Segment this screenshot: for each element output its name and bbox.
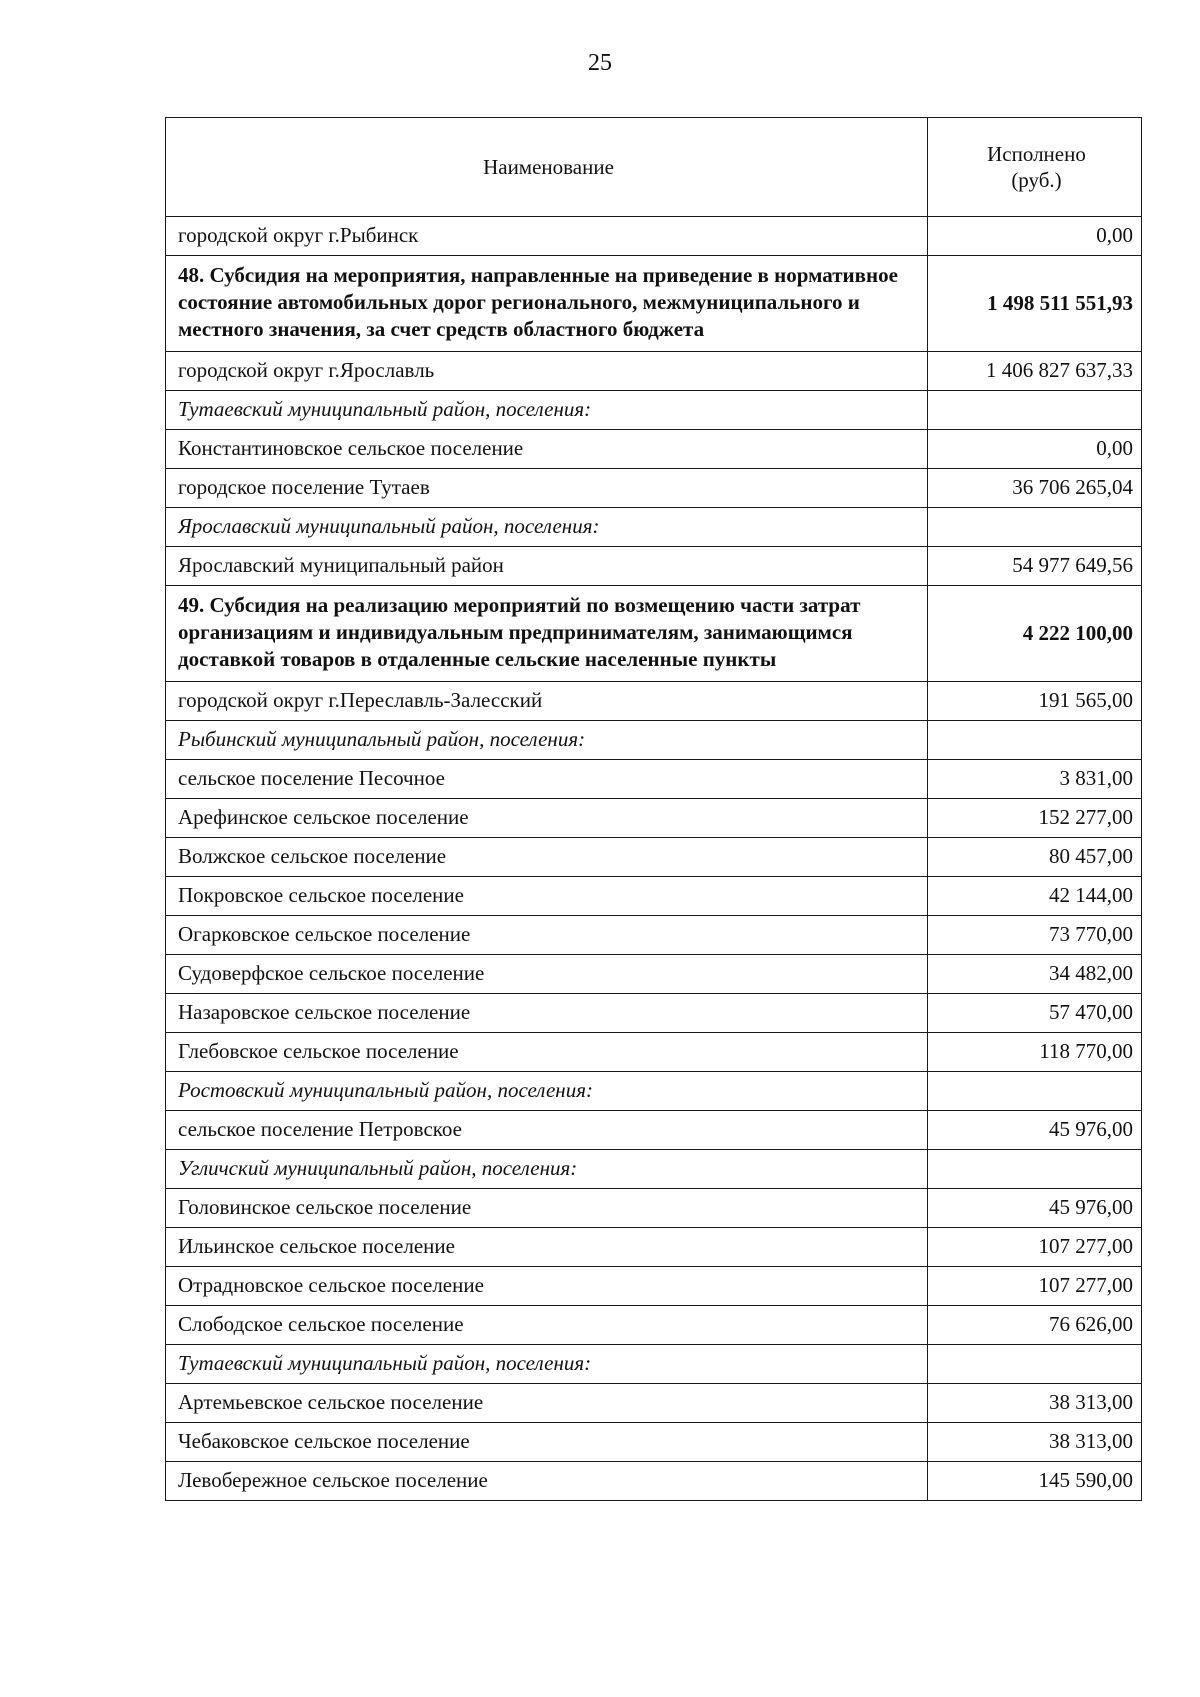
row-value-cell: 1 406 827 637,33	[928, 352, 1142, 391]
table-group-row	[166, 1345, 1142, 1384]
table-row	[166, 547, 1142, 586]
row-name-cell: Ярославский муниципальный район	[166, 547, 928, 586]
table-row	[166, 877, 1142, 916]
row-value-cell: 45 976,00	[928, 1189, 1142, 1228]
row-name-cell: городской округ г.Переславль-Залесский	[166, 682, 928, 721]
table-row	[166, 1423, 1142, 1462]
table-row	[166, 430, 1142, 469]
table-row	[166, 1228, 1142, 1267]
table-row	[166, 1033, 1142, 1072]
budget-table	[165, 117, 1142, 1501]
row-name-cell: Назаровское сельское поселение	[166, 994, 928, 1033]
row-value-cell: 38 313,00	[928, 1384, 1142, 1423]
row-value-cell: 73 770,00	[928, 916, 1142, 955]
row-name-cell: Арефинское сельское поселение	[166, 799, 928, 838]
row-value-cell: 80 457,00	[928, 838, 1142, 877]
row-value-cell	[928, 1150, 1142, 1189]
row-name-cell: Тутаевский муниципальный район, поселения:	[166, 391, 928, 430]
table-row	[166, 760, 1142, 799]
row-value-cell: 0,00	[928, 430, 1142, 469]
row-name-cell: Слободское сельское поселение	[166, 1306, 928, 1345]
row-name-cell: городское поселение Тутаев	[166, 469, 928, 508]
row-name-cell: Отрадновское сельское поселение	[166, 1267, 928, 1306]
row-name-cell: Угличский муниципальный район, поселения:	[166, 1150, 928, 1189]
column-header-value	[928, 118, 1142, 217]
row-name-cell: Ярославский муниципальный район, поселения:	[166, 508, 928, 547]
table-row	[166, 1267, 1142, 1306]
row-value-cell: 1 498 511 551,93	[928, 256, 1142, 352]
row-name-cell: Артемьевское сельское поселение	[166, 1384, 928, 1423]
table-row	[166, 352, 1142, 391]
row-name-cell: Ильинское сельское поселение	[166, 1228, 928, 1267]
table-group-row	[166, 391, 1142, 430]
row-value-cell: 107 277,00	[928, 1228, 1142, 1267]
table-row	[166, 955, 1142, 994]
table-group-row	[166, 1072, 1142, 1111]
table-row	[166, 1306, 1142, 1345]
row-name-cell: Рыбинский муниципальный район, поселения:	[166, 721, 928, 760]
row-name-cell: Ростовский муниципальный район, поселения:	[166, 1072, 928, 1111]
row-value-cell: 118 770,00	[928, 1033, 1142, 1072]
row-value-cell: 36 706 265,04	[928, 469, 1142, 508]
table-body	[166, 217, 1142, 1501]
row-name-cell: городской округ г.Рыбинск	[166, 217, 928, 256]
row-value-cell: 191 565,00	[928, 682, 1142, 721]
row-value-cell: 42 144,00	[928, 877, 1142, 916]
column-header-value-line2: (руб.)	[1011, 168, 1062, 192]
table-row	[166, 682, 1142, 721]
row-name-cell: Тутаевский муниципальный район, поселения:	[166, 1345, 928, 1384]
row-name-cell: Огарковское сельское поселение	[166, 916, 928, 955]
table-section-row	[166, 586, 1142, 682]
row-name-cell: 49. Субсидия на реализацию мероприятий по возмещению части затрат организациям и индивидуальным предпринимателям, занимающимся доставкой товаров в отдаленные сельские населенные пункты	[166, 586, 928, 682]
row-value-cell: 76 626,00	[928, 1306, 1142, 1345]
table-row	[166, 994, 1142, 1033]
row-name-cell: 48. Субсидия на мероприятия, направленные на приведение в нормативное состояние автомобильных дорог регионального, межмуниципального и местного значения, за счет средств областного бюджета	[166, 256, 928, 352]
table-group-row	[166, 1150, 1142, 1189]
table-section-row	[166, 256, 1142, 352]
row-value-cell: 4 222 100,00	[928, 586, 1142, 682]
column-header-name: Наименование	[166, 118, 928, 217]
row-value-cell: 34 482,00	[928, 955, 1142, 994]
row-name-cell: Чебаковское сельское поселение	[166, 1423, 928, 1462]
row-name-cell: Судоверфское сельское поселение	[166, 955, 928, 994]
table-row	[166, 217, 1142, 256]
table-row	[166, 1462, 1142, 1501]
row-name-cell: Левобережное сельское поселение	[166, 1462, 928, 1501]
table-row	[166, 799, 1142, 838]
row-name-cell: Волжское сельское поселение	[166, 838, 928, 877]
row-name-cell: Глебовское сельское поселение	[166, 1033, 928, 1072]
row-value-cell: 107 277,00	[928, 1267, 1142, 1306]
row-name-cell: Головинское сельское поселение	[166, 1189, 928, 1228]
row-value-cell: 57 470,00	[928, 994, 1142, 1033]
page-number: 25	[588, 50, 612, 76]
row-name-cell: городской округ г.Ярославль	[166, 352, 928, 391]
column-header-value-line1: Исполнено	[987, 142, 1086, 166]
row-name-cell: Покровское сельское поселение	[166, 877, 928, 916]
table-row	[166, 1189, 1142, 1228]
table-group-row	[166, 508, 1142, 547]
table-row	[166, 1384, 1142, 1423]
row-value-cell: 54 977 649,56	[928, 547, 1142, 586]
table-row	[166, 1111, 1142, 1150]
table-row	[166, 838, 1142, 877]
row-value-cell: 38 313,00	[928, 1423, 1142, 1462]
row-name-cell: сельское поселение Песочное	[166, 760, 928, 799]
row-value-cell: 3 831,00	[928, 760, 1142, 799]
row-value-cell: 45 976,00	[928, 1111, 1142, 1150]
row-value-cell	[928, 721, 1142, 760]
row-value-cell	[928, 1072, 1142, 1111]
table-row	[166, 916, 1142, 955]
row-value-cell: 145 590,00	[928, 1462, 1142, 1501]
row-name-cell: сельское поселение Петровское	[166, 1111, 928, 1150]
row-value-cell	[928, 391, 1142, 430]
table-row	[166, 469, 1142, 508]
row-name-cell: Константиновское сельское поселение	[166, 430, 928, 469]
row-value-cell: 152 277,00	[928, 799, 1142, 838]
table-header-row	[166, 118, 1142, 217]
row-value-cell	[928, 1345, 1142, 1384]
table-group-row	[166, 721, 1142, 760]
row-value-cell	[928, 508, 1142, 547]
row-value-cell: 0,00	[928, 217, 1142, 256]
